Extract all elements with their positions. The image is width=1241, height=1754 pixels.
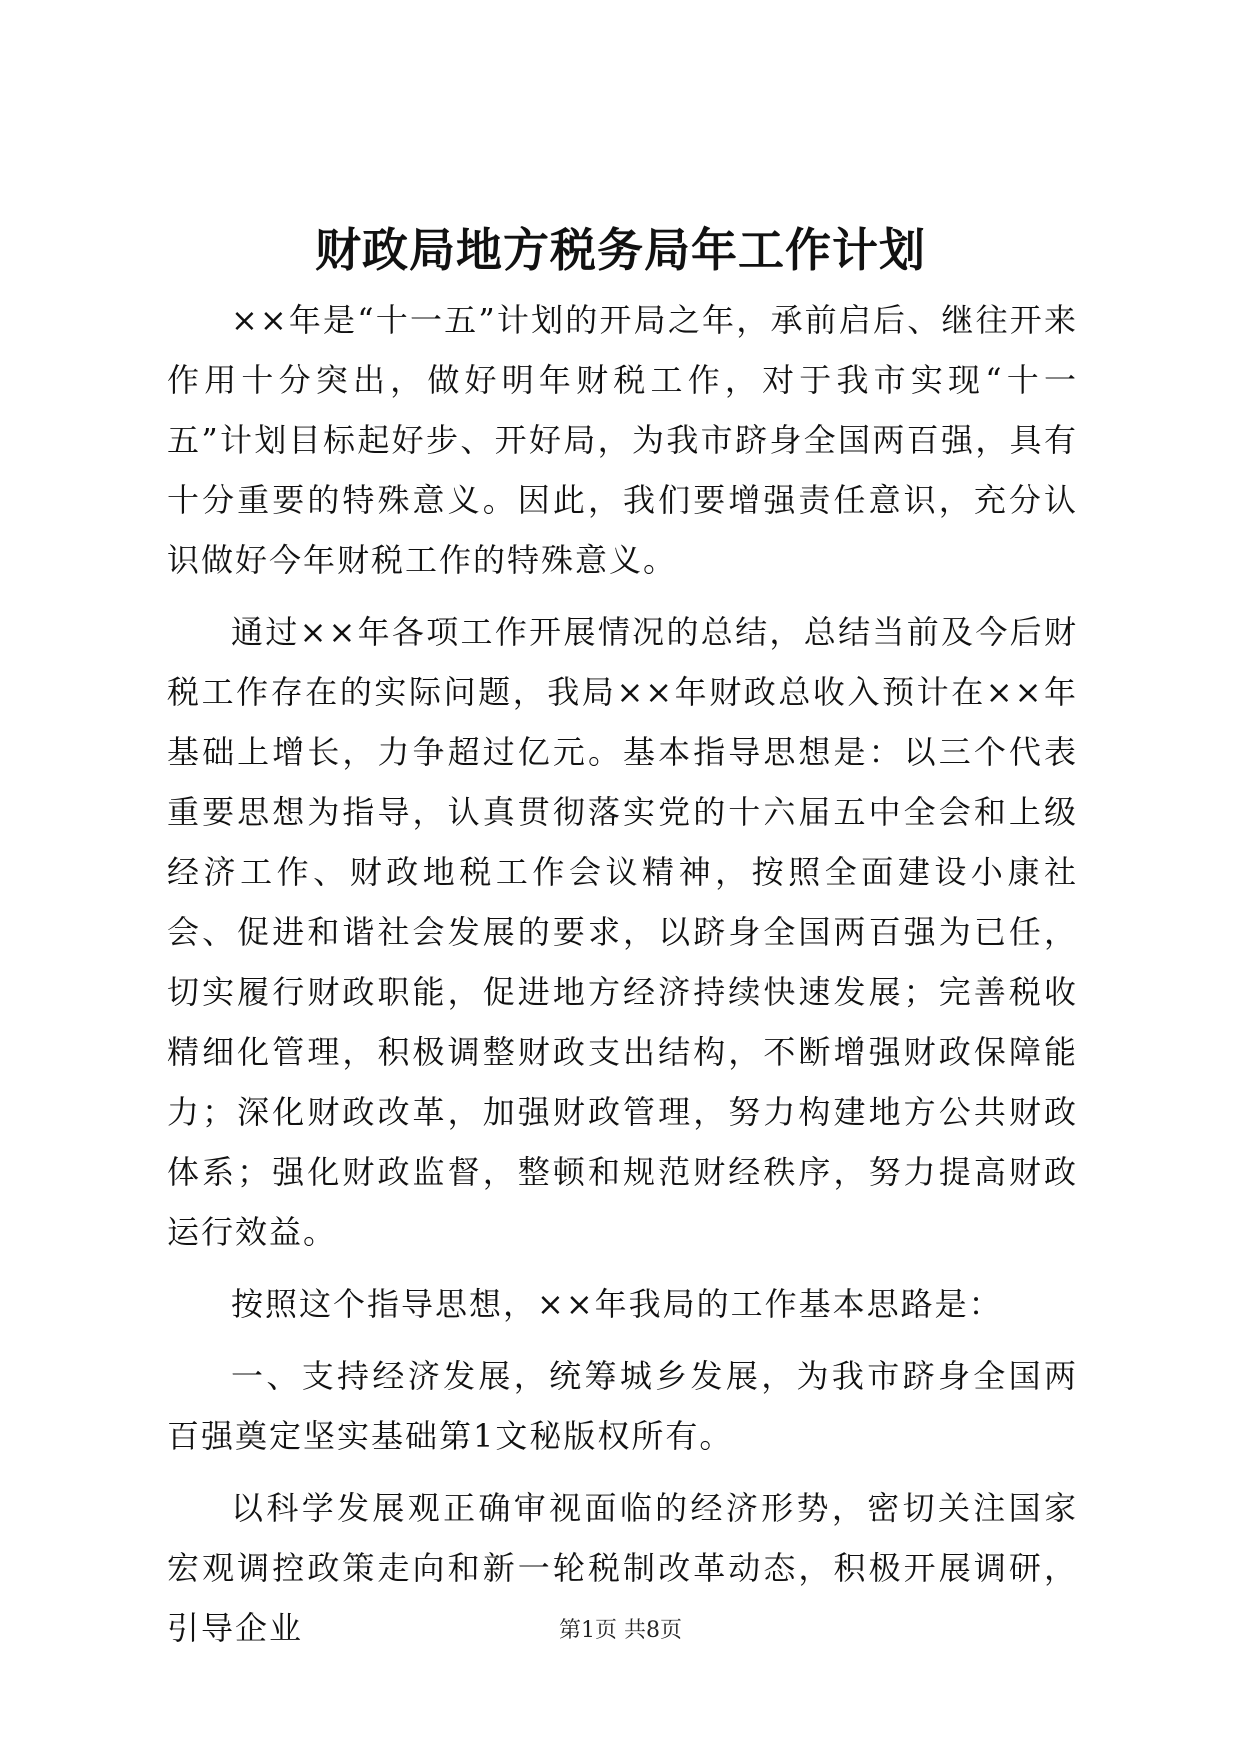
document-body: [167, 290, 1078, 1670]
paragraph-3: 按照这个指导思想，××年我局的工作基本思路是：: [231, 1285, 1003, 1323]
paragraph-2: 通过××年各项工作开展情况的总结，总结当前及今后财税工作存在的实际问题，我局××年财政总收入预计在××年基础上增长，力争超过亿元。基本指导思想是：以三个代表重要思想为指导，认真贯彻落实党的十六届五中全会和上级经济工作、财政地税工作会议精神，按照全面建设小康社会、促进和谐社会发展的要求，以跻身全国两百强为已任，切实履行财政职能，促进地方经济持续快速发展；完善税收精细化管理，积极调整财政支出结构，不断增强财政保障能力；深化财政改革，加强财政管理，努力构建地方公共财政体系；强化财政监督，整顿和规范财经秩序，努力提高财政运行效益。: [167, 613, 1078, 1251]
document-title: 财政局地方税务局年工作计划: [315, 223, 926, 277]
page-footer: 第1页 共8页: [559, 1618, 682, 1643]
paragraph-5: 以科学发展观正确审视面临的经济形势，密切关注国家宏观调控政策走向和新一轮税制改革动态，积极开展调研，引导企业: [167, 1489, 1078, 1647]
paragraph-4: 一、支持经济发展，统筹城乡发展，为我市跻身全国两百强奠定坚实基础第1文秘版权所有。: [167, 1357, 1078, 1455]
paragraph-1: ××年是“十一五”计划的开局之年，承前启后、继往开来作用十分突出，做好明年财税工作，对于我市实现“十一五”计划目标起好步、开好局，为我市跻身全国两百强，具有十分重要的特殊意义。因此，我们要增强责任意识，充分认识做好今年财税工作的特殊意义。: [167, 301, 1078, 579]
